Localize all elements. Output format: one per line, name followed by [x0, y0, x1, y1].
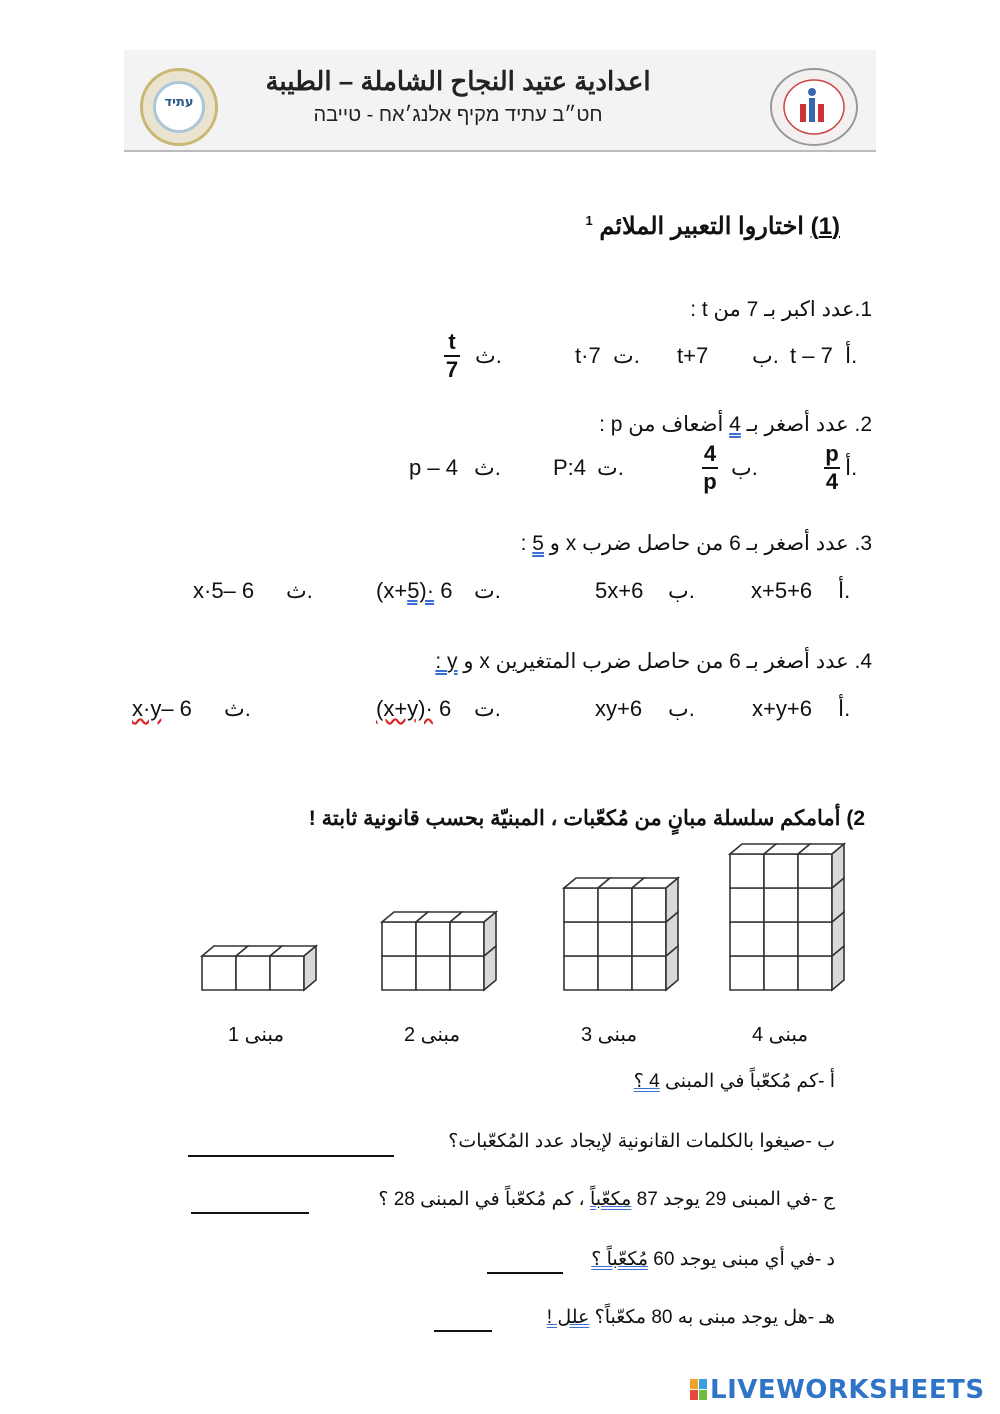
left-logo-text: עתיד [164, 95, 194, 110]
cube-front-face [632, 922, 666, 956]
s2-qe-pre: هـ -هل يوجد مبنى به 80 مكعّباً؟ [589, 1307, 835, 1328]
q1-d-label: ث. [475, 343, 502, 368]
q2-c-value[interactable]: P:4 [553, 455, 587, 480]
q4-d-post: – 6 [161, 696, 192, 721]
q4-text-var: y : [435, 650, 458, 673]
cube-front-face [202, 956, 236, 990]
cube-front-face [564, 922, 598, 956]
q2-text-num: 4 [729, 413, 741, 436]
s2-qa-pre: أ -كم مُكعّباً في المبنى [659, 1071, 835, 1092]
answer-line-e[interactable] [434, 1330, 492, 1332]
q1-b-value[interactable]: t+7 [677, 343, 709, 368]
cube-front-face [416, 922, 450, 956]
right-school-logo [768, 66, 860, 148]
s2-question-a [634, 1070, 835, 1093]
q3-c-mid: 5)· [407, 578, 435, 603]
cube-front-face [236, 956, 270, 990]
building-label-3: مبنى 3 [581, 1024, 638, 1046]
section1-number: (1) [810, 213, 840, 240]
s2-qd-pre: د -في أي مبنى يوجد 60 [648, 1249, 835, 1270]
q3-b-label: ب. [668, 578, 695, 603]
answer-line-d[interactable] [487, 1272, 563, 1274]
s2-question-d [591, 1248, 835, 1271]
q1-text: 1.عدد اكبر بـ 7 من t : [690, 298, 872, 321]
cube-front-face [632, 956, 666, 990]
liveworksheets-brand: LIVEWORKSHEETS [710, 1375, 985, 1405]
q2-a-numerator: p [825, 441, 839, 466]
building-label-1: مبنى 1 [228, 1024, 285, 1046]
q2-d-label: ث. [474, 455, 501, 480]
q3-a-value[interactable]: x+5+6 [751, 578, 813, 603]
cube-front-face [598, 888, 632, 922]
building-label-2: مبنى 2 [404, 1024, 461, 1046]
cube-front-face [382, 956, 416, 990]
q2-b-fraction[interactable] [702, 442, 718, 494]
s2-qc-pre: ج -في المبنى 29 يوجد 87 [631, 1189, 835, 1210]
q1-c-label: ت. [613, 343, 640, 368]
cube-front-face [564, 888, 598, 922]
cube-front-face [450, 956, 484, 990]
q3-c-post: 6 [434, 578, 453, 603]
q4-b-value[interactable]: xy+6 [595, 696, 643, 721]
q2-text-post: أضعاف من p : [599, 413, 730, 436]
q2-a-label: أ. [845, 455, 858, 480]
right-logo-emblem-icon [768, 66, 860, 148]
cube-front-face [632, 888, 666, 922]
section1-sup: 1 [585, 213, 593, 228]
cube-front-face [798, 922, 832, 956]
q4-text [435, 649, 872, 674]
q4-d-value[interactable] [132, 696, 192, 722]
q1-d-denominator: 7 [445, 357, 459, 382]
q3-b-value[interactable]: 5x+6 [595, 578, 644, 603]
q4-b-label: ب. [668, 696, 695, 721]
s2-qa-ul: 4 ؟ [633, 1071, 660, 1092]
answer-line-b[interactable] [188, 1155, 394, 1157]
q2-b-label: ب. [731, 455, 758, 480]
section1-title: اختاروا التعبير الملائم [599, 213, 804, 240]
school-title: اعدادية عتيد النجاح الشاملة – الطيبة [265, 66, 651, 96]
q1-a-label: أ. [845, 343, 858, 368]
q3-text-pre: 3. عدد أصغر بـ 6 من حاصل ضرب x و [543, 532, 872, 555]
cube-front-face [730, 956, 764, 990]
q2-c-label: ت. [597, 455, 624, 480]
q1-d-fraction[interactable] [444, 330, 460, 382]
s2-question-b: ب -صيغوا بالكلمات القانونية لإيجاد عدد المُكعّبات؟ [448, 1131, 835, 1152]
q2-d-value[interactable]: p – 4 [409, 455, 458, 480]
q4-d-label: ث. [224, 696, 251, 721]
section1-heading [500, 212, 840, 241]
cube-front-face [730, 888, 764, 922]
answer-line-c[interactable] [191, 1212, 309, 1214]
q4-a-label: أ. [838, 696, 851, 721]
liveworksheets-logo[interactable] [690, 1376, 985, 1404]
cube-front-face [764, 888, 798, 922]
s2-question-e [547, 1306, 835, 1329]
school-subtitle: חט״ב עתיד מקיף אלנג׳אח - טייבה [313, 104, 603, 126]
q4-c-label: ت. [474, 696, 501, 721]
q2-a-fraction[interactable] [824, 442, 840, 494]
q4-d-wavy: x·y [132, 696, 162, 721]
cube-front-face [598, 956, 632, 990]
q2-text [599, 412, 872, 437]
s2-question-c [378, 1188, 835, 1211]
q2-a-denominator: 4 [825, 469, 839, 494]
q2-b-denominator: p [703, 469, 717, 494]
q3-c-value[interactable] [376, 578, 452, 604]
q4-c-post: 6 [432, 696, 452, 721]
cube-front-face [798, 854, 832, 888]
s2-qc-post: ، كم مُكعّباً في المبنى 28 ؟ [378, 1189, 590, 1210]
q3-d-value[interactable]: x·5– 6 [193, 578, 255, 603]
q3-text-var: 5 [532, 532, 544, 555]
q1-c-value[interactable]: t·7 [575, 343, 601, 368]
cube-front-face [730, 854, 764, 888]
q3-text-post: : [520, 532, 533, 555]
q4-a-value[interactable]: x+y+6 [752, 696, 812, 721]
s2-qc-ul: مكعّباً [589, 1189, 632, 1210]
cube-front-face [764, 956, 798, 990]
q4-c-wavy: (x+y)· [376, 696, 433, 721]
q4-c-value[interactable] [376, 696, 451, 722]
s2-qd-ul: مُكعّباً ؟ [591, 1249, 649, 1270]
cube-front-face [598, 922, 632, 956]
cube-front-face [270, 956, 304, 990]
cube-front-face [730, 922, 764, 956]
cube-front-face [382, 922, 416, 956]
q1-b-label: ب. [752, 343, 779, 368]
cube-front-face [416, 956, 450, 990]
liveworksheets-badge-icon [690, 1379, 708, 1401]
cube-front-face [450, 922, 484, 956]
q3-c-label: ت. [474, 578, 501, 603]
q1-a-value[interactable]: t – 7 [790, 343, 833, 368]
s2-qe-ul: علل ! [546, 1307, 590, 1328]
q3-d-label: ث. [286, 578, 313, 603]
section2-title: 2) أمامكم سلسلة مبانٍ من مُكعّبات ، المبنيّة بحسب قانونية ثابتة ! [308, 807, 865, 830]
cube-front-face [798, 956, 832, 990]
q2-b-numerator: 4 [703, 441, 717, 466]
left-school-logo [140, 68, 218, 146]
cube-buildings-figure [180, 840, 860, 1000]
q3-c-pre: (x+ [376, 578, 408, 603]
q3-a-label: أ. [838, 578, 851, 603]
cube-front-face [764, 922, 798, 956]
cube-front-face [798, 888, 832, 922]
q3-text [521, 531, 872, 556]
cube-front-face [564, 956, 598, 990]
q2-text-pre: 2. عدد أصغر بـ [740, 413, 872, 436]
building-label-4: مبنى 4 [752, 1024, 809, 1046]
cube-front-face [764, 854, 798, 888]
q1-d-numerator: t [448, 329, 456, 354]
q4-text-pre: 4. عدد أصغر بـ 6 من حاصل ضرب المتغيرين x و [457, 650, 872, 673]
